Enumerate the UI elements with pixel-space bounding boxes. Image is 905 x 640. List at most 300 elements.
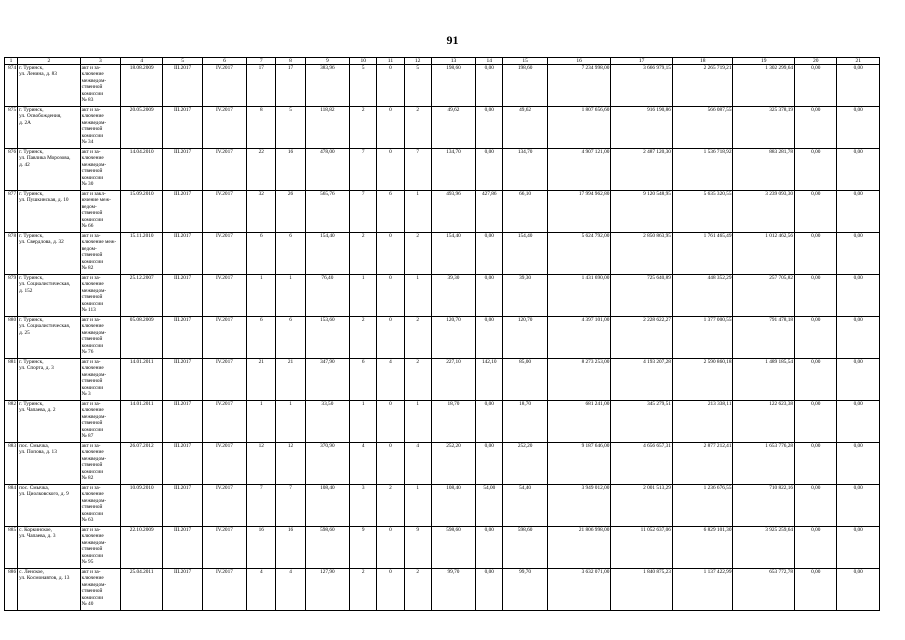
area-cell: 370,90 (305, 443, 349, 485)
row-number: 882 (5, 401, 18, 443)
premises-owned-cell: 0 (377, 233, 404, 275)
premises-municipal-cell: 2 (404, 569, 431, 611)
table-body (5, 65, 880, 611)
document-cell: акт и за- ключение межведом- ственной комиссии № 87 (80, 401, 120, 443)
local-budget-cell: 710 822,16 (733, 485, 795, 527)
area-owned-cell: 0,00 (476, 149, 503, 191)
quarter-end-cell: IV.2017 (202, 359, 246, 401)
area-municipal-cell: 598,60 (503, 527, 547, 569)
cost-total-cell: 3 632 071,00 (547, 569, 611, 611)
premises-municipal-cell: 2 (404, 107, 431, 149)
premises-total-cell: 2 (350, 317, 377, 359)
column-number-header: 10 (350, 58, 377, 65)
quarter-end-cell: IV.2017 (202, 107, 246, 149)
date-cell: 15.09.2010 (121, 191, 163, 233)
quarter-end-cell: IV.2017 (202, 401, 246, 443)
fund-cell: 4 193 207,28 (611, 359, 673, 401)
fund-cell: 2 001 513,29 (611, 485, 673, 527)
quarter-end-cell: IV.2017 (202, 65, 246, 107)
fund-cell: 2 487 120,30 (611, 149, 673, 191)
residents-to-resettle-cell: 1 (276, 275, 305, 317)
table-row (5, 233, 880, 275)
other-cell: 0,00 (795, 107, 837, 149)
local-budget-cell: 1 012 462,56 (733, 233, 795, 275)
table-row (5, 401, 880, 443)
quarter-start-cell: III.2017 (163, 317, 202, 359)
regional-budget-cell: 1 536 718,92 (672, 149, 733, 191)
premises-owned-cell: 4 (377, 359, 404, 401)
area-municipal-cell: 252,20 (503, 443, 547, 485)
local-budget-cell: 1 653 776,28 (733, 443, 795, 485)
residents-cell: 21 (247, 359, 276, 401)
quarter-start-cell: III.2017 (163, 233, 202, 275)
area-cell: 478,00 (305, 149, 349, 191)
table-row (5, 107, 880, 149)
area-municipal-cell: 154,40 (503, 233, 547, 275)
premises-total-cell: 2 (350, 233, 377, 275)
date-cell: 22.10.2009 (121, 527, 163, 569)
quarter-end-cell: IV.2017 (202, 275, 246, 317)
local-budget-cell: 325 378,19 (733, 107, 795, 149)
area-owned-cell: 0,00 (476, 317, 503, 359)
quarter-start-cell: III.2017 (163, 191, 202, 233)
fund-cell: 2 850 863,95 (611, 233, 673, 275)
residents-cell: 12 (247, 443, 276, 485)
table-row (5, 191, 880, 233)
row-number: 880 (5, 317, 18, 359)
fund-cell: 345 279,51 (611, 401, 673, 443)
premises-municipal-cell: 2 (404, 359, 431, 401)
area-owned-cell: 54,00 (476, 485, 503, 527)
document-cell: акт и за- ключение межведом- ственной комиссии № 76 (80, 317, 120, 359)
premises-municipal-cell: 4 (404, 443, 431, 485)
address-cell: г. Туринск, ул. Пушкинская, д. 10 (18, 191, 81, 233)
row-number: 881 (5, 359, 18, 401)
local-budget-cell: 122 623,38 (733, 401, 795, 443)
local-budget-cell: 1 489 185,54 (733, 359, 795, 401)
column-number-header: 17 (611, 58, 673, 65)
quarter-start-cell: III.2017 (163, 149, 202, 191)
area-total-cell: 120,70 (431, 317, 475, 359)
row-number: 875 (5, 107, 18, 149)
row-number: 886 (5, 569, 18, 611)
table-row (5, 359, 880, 401)
column-number-header: 16 (547, 58, 611, 65)
area-municipal-cell: 66,10 (503, 191, 547, 233)
quarter-end-cell: IV.2017 (202, 569, 246, 611)
area-total-cell: 108,40 (431, 485, 475, 527)
extra-cell: 0,00 (837, 233, 880, 275)
document-cell: акт и за- ключение меж- ведом- ственной комиссии № 82 (80, 233, 120, 275)
area-cell: 33,50 (305, 401, 349, 443)
premises-owned-cell: 2 (377, 485, 404, 527)
premises-municipal-cell: 1 (404, 275, 431, 317)
residents-to-resettle-cell: 1 (276, 401, 305, 443)
premises-municipal-cell: 9 (404, 527, 431, 569)
column-number-header: 1 (5, 58, 18, 65)
area-owned-cell: 142,10 (476, 359, 503, 401)
document-cell: акт и за- ключение межведом- ственной комиссии № 113 (80, 275, 120, 317)
document-cell: акт и за- ключение межведом- ственной комиссии № 82 (80, 443, 120, 485)
table-row (5, 485, 880, 527)
page-number: 91 (446, 33, 459, 47)
other-cell: 0,00 (795, 359, 837, 401)
column-number-header: 5 (163, 58, 202, 65)
other-cell: 0,00 (795, 443, 837, 485)
area-owned-cell: 0,00 (476, 443, 503, 485)
area-total-cell: 134,70 (431, 149, 475, 191)
area-owned-cell: 0,00 (476, 401, 503, 443)
premises-owned-cell: 0 (377, 107, 404, 149)
area-owned-cell: 0,00 (476, 569, 503, 611)
area-municipal-cell: 54,40 (503, 485, 547, 527)
regional-budget-cell: 1 236 676,55 (672, 485, 733, 527)
date-cell: 10.09.2010 (121, 485, 163, 527)
other-cell: 0,00 (795, 275, 837, 317)
fund-cell: 916 190,86 (611, 107, 673, 149)
residents-cell: 1 (247, 401, 276, 443)
residents-to-resettle-cell: 4 (276, 569, 305, 611)
local-budget-cell: 653 772,78 (733, 569, 795, 611)
regional-budget-cell: 1 137 422,99 (672, 569, 733, 611)
address-cell: г. Туринск, ул. Социалистическая, д. 25 (18, 317, 81, 359)
row-number: 879 (5, 275, 18, 317)
residents-cell: 22 (247, 149, 276, 191)
table-row (5, 275, 880, 317)
column-number-header: 3 (80, 58, 120, 65)
residents-to-resettle-cell: 16 (276, 527, 305, 569)
address-cell: г. Туринск, ул. Чапаева, д. 2 (18, 401, 81, 443)
residents-cell: 16 (247, 527, 276, 569)
residents-cell: 6 (247, 317, 276, 359)
date-cell: 18.08.2009 (121, 65, 163, 107)
quarter-end-cell: IV.2017 (202, 233, 246, 275)
extra-cell: 0,00 (837, 317, 880, 359)
date-cell: 14.01.2011 (121, 401, 163, 443)
other-cell: 0,00 (795, 191, 837, 233)
cost-total-cell: 4 397 101,00 (547, 317, 611, 359)
row-number: 877 (5, 191, 18, 233)
premises-owned-cell: 0 (377, 527, 404, 569)
document-cell: акт и за- ключение межведом- ственной комиссии № 83 (80, 65, 120, 107)
residents-to-resettle-cell: 17 (276, 65, 305, 107)
premises-owned-cell: 0 (377, 401, 404, 443)
extra-cell: 0,00 (837, 485, 880, 527)
premises-owned-cell: 0 (377, 569, 404, 611)
area-cell: 127,90 (305, 569, 349, 611)
column-number-header: 19 (733, 58, 795, 65)
premises-owned-cell: 0 (377, 275, 404, 317)
date-cell: 25.04.2011 (121, 569, 163, 611)
other-cell: 0,00 (795, 317, 837, 359)
document-cell: акт и закл- ючение меж- ведом- ственной комиссии № 66 (80, 191, 120, 233)
row-number: 878 (5, 233, 18, 275)
date-cell: 15.11.2010 (121, 233, 163, 275)
quarter-end-cell: IV.2017 (202, 485, 246, 527)
column-number-header: 21 (837, 58, 880, 65)
column-number-row (5, 58, 880, 65)
area-total-cell: 227,10 (431, 359, 475, 401)
area-municipal-cell: 18,70 (503, 401, 547, 443)
premises-municipal-cell: 2 (404, 317, 431, 359)
residents-to-resettle-cell: 16 (276, 149, 305, 191)
area-cell: 154,40 (305, 233, 349, 275)
premises-total-cell: 2 (350, 107, 377, 149)
premises-municipal-cell: 2 (404, 233, 431, 275)
address-cell: г. Туринск, ул. Свердлова, д. 32 (18, 233, 81, 275)
local-budget-cell: 3 239 093,30 (733, 191, 795, 233)
fund-cell: 725 640,89 (611, 275, 673, 317)
quarter-start-cell: III.2017 (163, 275, 202, 317)
premises-owned-cell: 0 (377, 317, 404, 359)
fund-cell: 11 052 637,06 (611, 527, 673, 569)
area-municipal-cell: 85,00 (503, 359, 547, 401)
fund-cell: 1 840 875,23 (611, 569, 673, 611)
cost-total-cell: 5 624 792,00 (547, 233, 611, 275)
local-budget-cell: 3 925 259,64 (733, 527, 795, 569)
extra-cell: 0,00 (837, 443, 880, 485)
area-total-cell: 252,20 (431, 443, 475, 485)
cost-total-cell: 9 187 646,00 (547, 443, 611, 485)
other-cell: 0,00 (795, 233, 837, 275)
address-cell: пос. Смычка, ул. Попова, д. 13 (18, 443, 81, 485)
premises-owned-cell: 0 (377, 65, 404, 107)
regional-budget-cell: 1 377 000,55 (672, 317, 733, 359)
local-budget-cell: 1 302 299,64 (733, 65, 795, 107)
area-cell: 598,60 (305, 527, 349, 569)
date-cell: 26.07.2012 (121, 443, 163, 485)
extra-cell: 0,00 (837, 65, 880, 107)
residents-to-resettle-cell: 26 (276, 191, 305, 233)
residents-cell: 17 (247, 65, 276, 107)
cost-total-cell: 4 907 121,00 (547, 149, 611, 191)
premises-total-cell: 3 (350, 485, 377, 527)
extra-cell: 0,00 (837, 359, 880, 401)
extra-cell: 0,00 (837, 107, 880, 149)
table-row (5, 65, 880, 107)
document-cell: акт и за- ключение межведом- ственной комиссии № 34 (80, 107, 120, 149)
cost-total-cell: 7 234 998,00 (547, 65, 611, 107)
premises-total-cell: 7 (350, 191, 377, 233)
premises-municipal-cell: 5 (404, 65, 431, 107)
regional-budget-cell: 5 635 320,55 (672, 191, 733, 233)
premises-total-cell: 4 (350, 443, 377, 485)
cost-total-cell: 1 807 656,60 (547, 107, 611, 149)
premises-total-cell: 9 (350, 527, 377, 569)
cost-total-cell: 681 241,00 (547, 401, 611, 443)
extra-cell: 0,00 (837, 149, 880, 191)
premises-municipal-cell: 1 (404, 485, 431, 527)
table-row (5, 317, 880, 359)
other-cell: 0,00 (795, 569, 837, 611)
quarter-start-cell: III.2017 (163, 107, 202, 149)
fund-cell: 4 656 657,31 (611, 443, 673, 485)
document-cell: акт и за- ключение межведом- ственной комиссии № 95 (80, 527, 120, 569)
premises-municipal-cell: 1 (404, 191, 431, 233)
extra-cell: 0,00 (837, 191, 880, 233)
date-cell: 05.08.2009 (121, 317, 163, 359)
area-owned-cell: 0,00 (476, 233, 503, 275)
quarter-start-cell: III.2017 (163, 401, 202, 443)
residents-cell: 8 (247, 107, 276, 149)
regional-budget-cell: 566 087,55 (672, 107, 733, 149)
row-number: 885 (5, 527, 18, 569)
residents-cell: 1 (247, 275, 276, 317)
cost-total-cell: 3 949 012,00 (547, 485, 611, 527)
other-cell: 0,00 (795, 485, 837, 527)
residents-to-resettle-cell: 7 (276, 485, 305, 527)
premises-owned-cell: 0 (377, 443, 404, 485)
column-number-header: 15 (503, 58, 547, 65)
address-cell: с. Ленское, ул. Космонавтов, д. 13 (18, 569, 81, 611)
premises-owned-cell: 0 (377, 149, 404, 191)
address-cell: г. Туринск, ул. Спорта, д. 3 (18, 359, 81, 401)
area-total-cell: 49,62 (431, 107, 475, 149)
cost-total-cell: 21 806 998,00 (547, 527, 611, 569)
premises-total-cell: 6 (350, 359, 377, 401)
column-number-header: 2 (18, 58, 81, 65)
other-cell: 0,00 (795, 65, 837, 107)
quarter-end-cell: IV.2017 (202, 191, 246, 233)
column-number-header: 4 (121, 58, 163, 65)
table-row (5, 443, 880, 485)
quarter-end-cell: IV.2017 (202, 527, 246, 569)
residents-to-resettle-cell: 5 (276, 107, 305, 149)
area-owned-cell: 0,00 (476, 65, 503, 107)
column-number-header: 6 (202, 58, 246, 65)
residents-to-resettle-cell: 6 (276, 233, 305, 275)
area-total-cell: 493,96 (431, 191, 475, 233)
residents-to-resettle-cell: 21 (276, 359, 305, 401)
cost-total-cell: 8 273 253,00 (547, 359, 611, 401)
date-cell: 20.05.2009 (121, 107, 163, 149)
premises-total-cell: 1 (350, 401, 377, 443)
premises-total-cell: 5 (350, 65, 377, 107)
local-budget-cell: 257 705,82 (733, 275, 795, 317)
regional-budget-cell: 2 265 719,21 (672, 65, 733, 107)
column-number-header: 8 (276, 58, 305, 65)
other-cell: 0,00 (795, 401, 837, 443)
cost-total-cell: 17 994 962,80 (547, 191, 611, 233)
premises-total-cell: 1 (350, 275, 377, 317)
address-cell: г. Туринск, ул. Социалистическая, д. 152 (18, 275, 81, 317)
document-cell: акт и за- ключение межведом- ственной комиссии № 63 (80, 485, 120, 527)
address-cell: г. Туринск, ул. Ленина, д. 83 (18, 65, 81, 107)
table-row (5, 527, 880, 569)
row-number: 883 (5, 443, 18, 485)
area-total-cell: 39,30 (431, 275, 475, 317)
row-number: 874 (5, 65, 18, 107)
table-row (5, 569, 880, 611)
housing-registry-table (4, 57, 880, 611)
column-number-header: 7 (247, 58, 276, 65)
regional-budget-cell: 213 338,11 (672, 401, 733, 443)
premises-total-cell: 7 (350, 149, 377, 191)
area-total-cell: 598,60 (431, 527, 475, 569)
regional-budget-cell: 448 352,29 (672, 275, 733, 317)
premises-municipal-cell: 7 (404, 149, 431, 191)
row-number: 876 (5, 149, 18, 191)
area-total-cell: 18,70 (431, 401, 475, 443)
column-number-header: 20 (795, 58, 837, 65)
area-municipal-cell: 134,70 (503, 149, 547, 191)
area-municipal-cell: 120,70 (503, 317, 547, 359)
document-cell: акт и за- ключение межведом- ственной комиссии № 30 (80, 149, 120, 191)
area-municipal-cell: 99,70 (503, 569, 547, 611)
quarter-start-cell: III.2017 (163, 443, 202, 485)
area-owned-cell: 0,00 (476, 275, 503, 317)
residents-to-resettle-cell: 12 (276, 443, 305, 485)
area-cell: 108,40 (305, 485, 349, 527)
address-cell: пос. Смычка, ул. Циолковского, д. 9 (18, 485, 81, 527)
fund-cell: 3 666 979,15 (611, 65, 673, 107)
column-number-header: 14 (476, 58, 503, 65)
regional-budget-cell: 6 829 101,30 (672, 527, 733, 569)
quarter-end-cell: IV.2017 (202, 443, 246, 485)
local-budget-cell: 883 281,78 (733, 149, 795, 191)
quarter-start-cell: III.2017 (163, 65, 202, 107)
area-total-cell: 99,70 (431, 569, 475, 611)
fund-cell: 9 120 548,95 (611, 191, 673, 233)
date-cell: 14.04.2010 (121, 149, 163, 191)
extra-cell: 0,00 (837, 401, 880, 443)
area-municipal-cell: 49,62 (503, 107, 547, 149)
quarter-start-cell: III.2017 (163, 359, 202, 401)
quarter-end-cell: IV.2017 (202, 317, 246, 359)
fund-cell: 2 228 622,27 (611, 317, 673, 359)
cost-total-cell: 1 431 690,00 (547, 275, 611, 317)
area-municipal-cell: 198,60 (503, 65, 547, 107)
other-cell: 0,00 (795, 149, 837, 191)
column-number-header: 9 (305, 58, 349, 65)
area-municipal-cell: 39,30 (503, 275, 547, 317)
quarter-start-cell: III.2017 (163, 569, 202, 611)
extra-cell: 0,00 (837, 527, 880, 569)
date-cell: 14.01.2011 (121, 359, 163, 401)
area-cell: 118,82 (305, 107, 349, 149)
premises-total-cell: 2 (350, 569, 377, 611)
regional-budget-cell: 2 877 212,41 (672, 443, 733, 485)
residents-cell: 7 (247, 485, 276, 527)
premises-municipal-cell: 1 (404, 401, 431, 443)
extra-cell: 0,00 (837, 569, 880, 611)
residents-cell: 32 (247, 191, 276, 233)
document-cell: акт и за- ключение межведом- ственной комиссии № 40 (80, 569, 120, 611)
quarter-start-cell: III.2017 (163, 527, 202, 569)
column-number-header: 13 (431, 58, 475, 65)
residents-cell: 4 (247, 569, 276, 611)
row-number: 884 (5, 485, 18, 527)
area-cell: 347,90 (305, 359, 349, 401)
local-budget-cell: 791 478,18 (733, 317, 795, 359)
residents-to-resettle-cell: 6 (276, 317, 305, 359)
address-cell: г. Туринск, ул. Павлика Морозова, д. 42 (18, 149, 81, 191)
area-total-cell: 154,40 (431, 233, 475, 275)
other-cell: 0,00 (795, 527, 837, 569)
date-cell: 25.12.2007 (121, 275, 163, 317)
area-owned-cell: 0,00 (476, 527, 503, 569)
premises-owned-cell: 6 (377, 191, 404, 233)
area-cell: 383,96 (305, 65, 349, 107)
area-cell: 565,76 (305, 191, 349, 233)
regional-budget-cell: 2 590 860,18 (672, 359, 733, 401)
area-cell: 76,40 (305, 275, 349, 317)
address-cell: с. Коркинское, ул. Чапаева, д. 3 (18, 527, 81, 569)
regional-budget-cell: 1 761 465,49 (672, 233, 733, 275)
extra-cell: 0,00 (837, 275, 880, 317)
area-total-cell: 198,60 (431, 65, 475, 107)
column-number-header: 18 (672, 58, 733, 65)
